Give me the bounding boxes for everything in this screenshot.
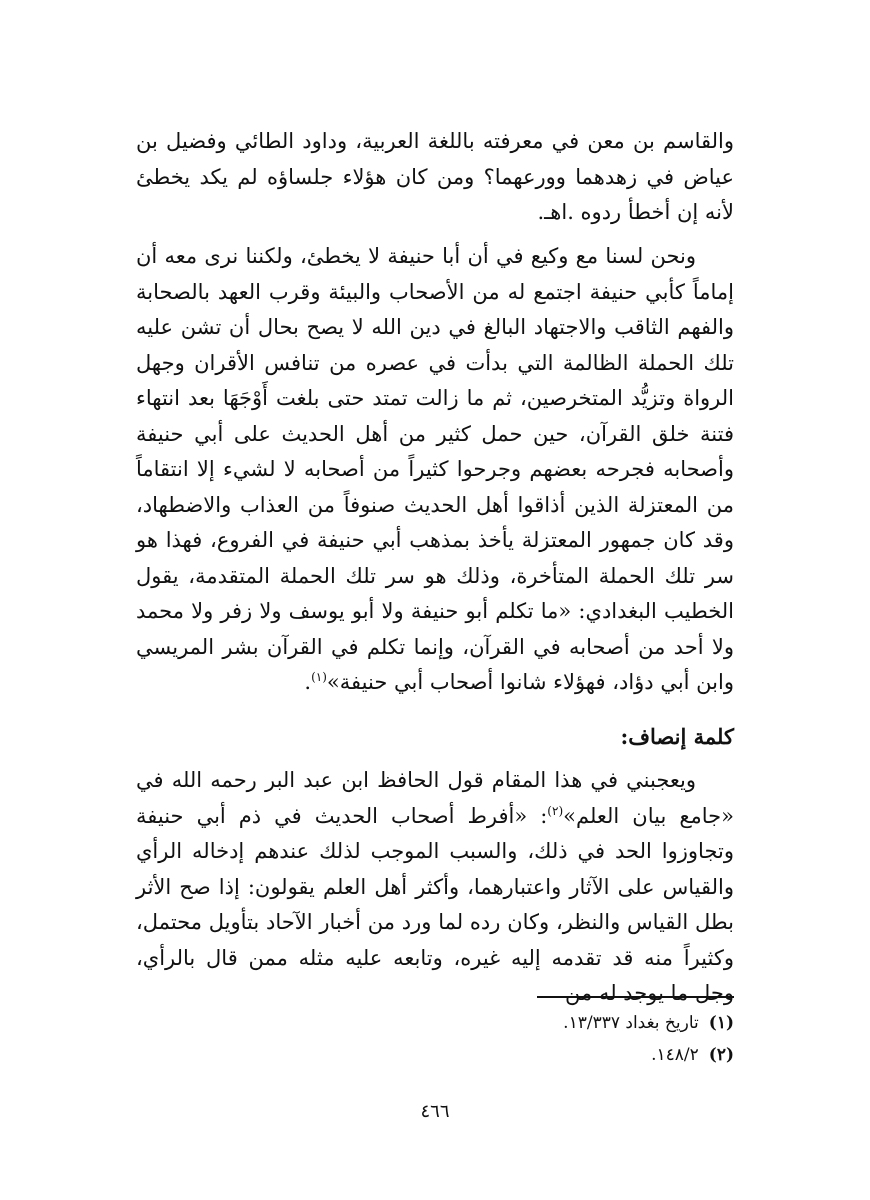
paragraph-2-ending: .: [304, 670, 312, 694]
section-heading: كلمة إنصاف:: [620, 724, 734, 749]
paragraph-2-text: ونحن لسنا مع وكيع في أن أبا حنيفة لا يخطئ، ولكننا نرى معه أن إماماً كأبي حنيفة اجتمع له من الأصحاب والبيئة وقرب العهد بالصحابة والفهم الثاقب والاجتهاد البالغ في دين الله لا يصح بحال أن تشن عليه تلك الحملة الظالمة التي بدأت في عصره من تنافس الأقران وجهل الرواة وتزيُّد المتخرصين، ثم ما زالت تمتد حتى بلغت أَوْجَهَا بعد انتهاء فتنة خلق القرآن، حين حمل كثير من أهل الحديث على أبي حنيفة وأصحابه فجرحه بعضهم وجرحوا كثيراً من أصحابه لا لشيء إلا انتقاماً من المعتزلة الذين أذاقوا أهل الحديث صنوفاً من العذاب والاضطهاد، وقد كان جمهور المعتزلة يأخذ بمذهب أبي حنيفة في الفروع، فهذا هو سر تلك الحملة المتأخرة، وذلك هو سر تلك الحملة المتقدمة، يقول الخطيب البغدادي: «ما تكلم أبو حنيفة ولا أبو يوسف ولا زفر ولا محمد ولا أحد من أصحابه في القرآن، وإنما تكلم في القرآن بشر المريسي وابن أبي دؤاد، فهؤلاء شانوا أصحاب أبي حنيفة»: [136, 244, 734, 694]
footnote-number: (١): [708, 1013, 734, 1033]
footnote-2: [651, 1043, 734, 1067]
paragraph-3-text-before: ويعجبني في هذا المقام قول الحافظ ابن عبد البر رحمه الله في «جامع بيان العلم»: [136, 768, 734, 828]
footnote-text: ١٤٨/٢.: [651, 1045, 699, 1065]
paragraph-2: [136, 239, 734, 701]
footnote-separator: [537, 996, 734, 998]
footnote-ref-1[interactable]: (١): [311, 670, 327, 684]
footnote-1: [563, 1011, 734, 1035]
footnote-ref-2[interactable]: (٢): [547, 803, 564, 818]
paragraph-1-text: والقاسم بن معن في معرفته باللغة العربية، وداود الطائي وفضيل بن عياض في زهدهما وورعهما؟ ومن كان هؤلاء جلساؤه لم يكد يخطئ لأنه إن أخطأ ردوه .اهـ.: [136, 129, 734, 224]
footnote-number: (٢): [708, 1045, 734, 1065]
paragraph-3: [136, 763, 734, 1012]
paragraph-3-text-after: : «أفرط أصحاب الحديث في ذم أبي حنيفة وتجاوزوا الحد في ذلك، والسبب الموجب لذلك عندهم إدخاله الرأي والقياس على الآثار واعتبارهما، وأكثر أهل العلم يقولون: إذا صح الأثر بطل القياس والنظر، وكان رده لما ورد من أخبار الآحاد بتأويل محتمل، وكثيراً منه قد تقدمه إليه غيره، وتابعه عليه مثله ممن قال بالرأي، وجل ما يوجد له من: [136, 803, 735, 1005]
paragraph-1: [136, 124, 734, 231]
page-number: ٤٦٦: [420, 1101, 450, 1122]
footnote-text: تاريخ بغداد ١٣/٣٣٧.: [563, 1013, 699, 1033]
